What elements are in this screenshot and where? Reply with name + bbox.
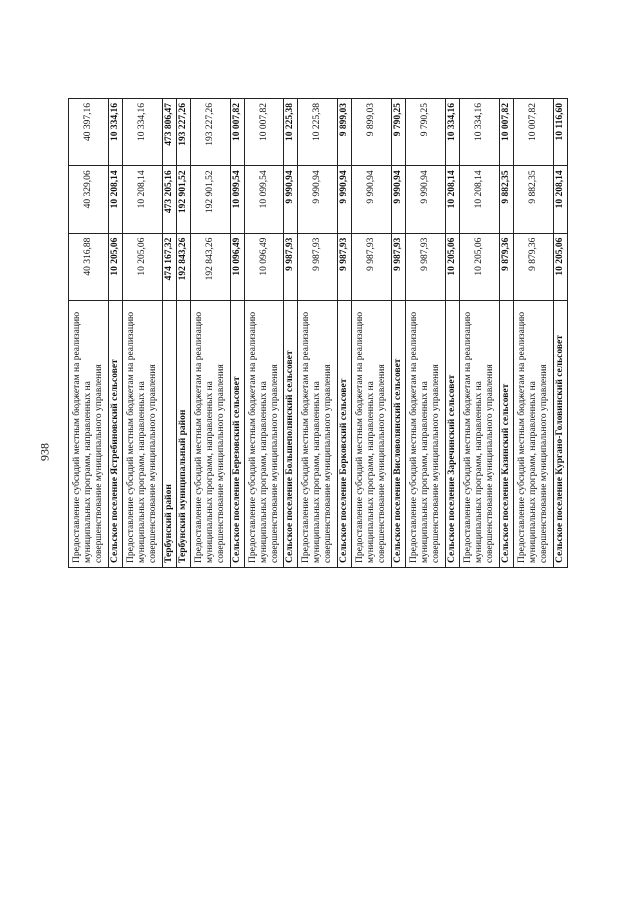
value-col-1: 9 879,36 xyxy=(513,233,553,300)
table-row xyxy=(122,99,162,568)
row-description: Сельское поселение Березовский сельсовет xyxy=(230,301,244,568)
table-row xyxy=(230,99,244,568)
rotated-table-container xyxy=(68,98,568,568)
table-row xyxy=(352,99,392,568)
value-col-1: 10 205,06 xyxy=(122,233,162,300)
value-col-1: 9 987,93 xyxy=(338,233,352,300)
table-row xyxy=(392,99,406,568)
value-col-1: 9 987,93 xyxy=(284,233,298,300)
value-col-3: 10 334,16 xyxy=(108,99,122,166)
value-col-1: 192 843,26 xyxy=(190,233,230,300)
page-number: 938 xyxy=(37,443,52,461)
value-col-1: 192 843,26 xyxy=(176,233,190,300)
value-col-3: 193 227,26 xyxy=(176,99,190,166)
value-col-3: 193 227,26 xyxy=(190,99,230,166)
row-description: Предоставление субсидий местным бюджетам на реализацию муниципальных программ, направленных на совершенствование муниципального управления xyxy=(69,301,109,568)
value-col-3: 10 225,38 xyxy=(298,99,338,166)
value-col-2: 9 990,94 xyxy=(338,166,352,233)
table-row xyxy=(406,99,446,568)
table-row xyxy=(244,99,284,568)
table-row xyxy=(338,99,352,568)
table-row xyxy=(499,99,513,568)
value-col-3: 10 225,38 xyxy=(284,99,298,166)
value-col-1: 9 879,36 xyxy=(499,233,513,300)
row-description: Сельское поселение Большеполянский сельсовет xyxy=(284,301,298,568)
row-description: Предоставление субсидий местным бюджетам на реализацию муниципальных программ, направленных на совершенствование муниципального управления xyxy=(122,301,162,568)
value-col-3: 9 899,03 xyxy=(338,99,352,166)
value-col-2: 10 208,14 xyxy=(446,166,460,233)
value-col-3: 10 334,16 xyxy=(460,99,500,166)
budget-table xyxy=(68,98,568,568)
row-description: Предоставление субсидий местным бюджетам на реализацию муниципальных программ, направленных на совершенствование муниципального управления xyxy=(190,301,230,568)
value-col-2: 10 208,14 xyxy=(553,166,567,233)
row-description: Сельское поселение Ястребиновский сельсовет xyxy=(108,301,122,568)
value-col-1: 10 096,49 xyxy=(244,233,284,300)
value-col-2: 192 901,52 xyxy=(176,166,190,233)
value-col-2: 40 329,06 xyxy=(69,166,109,233)
table-row xyxy=(553,99,567,568)
value-col-3: 10 334,16 xyxy=(122,99,162,166)
value-col-1: 9 987,93 xyxy=(352,233,392,300)
value-col-2: 9 990,94 xyxy=(392,166,406,233)
value-col-1: 10 205,06 xyxy=(553,233,567,300)
row-description: Предоставление субсидий местным бюджетам на реализацию муниципальных программ, направленных на совершенствование муниципального управления xyxy=(406,301,446,568)
value-col-1: 10 205,06 xyxy=(108,233,122,300)
table-row xyxy=(513,99,553,568)
value-col-3: 9 899,03 xyxy=(352,99,392,166)
value-col-2: 9 990,94 xyxy=(298,166,338,233)
value-col-2: 473 205,16 xyxy=(162,166,176,233)
value-col-2: 10 208,14 xyxy=(460,166,500,233)
row-description: Сельское поселение Висловолянский сельсовет xyxy=(392,301,406,568)
value-col-2: 9 882,35 xyxy=(513,166,553,233)
value-col-3: 9 790,25 xyxy=(406,99,446,166)
value-col-2: 192 901,52 xyxy=(190,166,230,233)
table-body xyxy=(69,99,568,568)
value-col-1: 9 987,93 xyxy=(298,233,338,300)
value-col-3: 9 790,25 xyxy=(392,99,406,166)
value-col-3: 10 007,82 xyxy=(513,99,553,166)
value-col-1: 10 096,49 xyxy=(230,233,244,300)
row-description: Предоставление субсидий местным бюджетам на реализацию муниципальных программ, направленных на совершенствование муниципального управления xyxy=(298,301,338,568)
value-col-3: 10 116,60 xyxy=(553,99,567,166)
value-col-3: 10 007,82 xyxy=(230,99,244,166)
value-col-3: 10 007,82 xyxy=(499,99,513,166)
value-col-2: 9 990,94 xyxy=(352,166,392,233)
row-description: Сельское поселение Борковский сельсовет xyxy=(338,301,352,568)
value-col-2: 10 208,14 xyxy=(108,166,122,233)
value-col-3: 40 397,16 xyxy=(69,99,109,166)
table-row xyxy=(284,99,298,568)
table-row xyxy=(446,99,460,568)
row-description: Предоставление субсидий местным бюджетам на реализацию муниципальных программ, направленных на совершенствование муниципального управления xyxy=(352,301,392,568)
table-row xyxy=(108,99,122,568)
row-description: Сельское поселение Кургано-Головинский сельсовет xyxy=(553,301,567,568)
table-row xyxy=(190,99,230,568)
row-description: Тербунский муниципальный район xyxy=(176,301,190,568)
row-description: Предоставление субсидий местным бюджетам на реализацию муниципальных программ, направленных на совершенствование муниципального управления xyxy=(460,301,500,568)
value-col-2: 9 990,94 xyxy=(406,166,446,233)
row-description: Сельское поселение Заречинский сельсовет xyxy=(446,301,460,568)
table-row xyxy=(69,99,109,568)
value-col-1: 474 167,32 xyxy=(162,233,176,300)
value-col-2: 10 099,54 xyxy=(230,166,244,233)
value-col-1: 9 987,93 xyxy=(406,233,446,300)
value-col-2: 10 208,14 xyxy=(122,166,162,233)
value-col-1: 10 205,06 xyxy=(446,233,460,300)
value-col-3: 10 007,82 xyxy=(244,99,284,166)
table-row xyxy=(176,99,190,568)
value-col-3: 10 334,16 xyxy=(446,99,460,166)
value-col-2: 9 882,35 xyxy=(499,166,513,233)
value-col-1: 10 205,06 xyxy=(460,233,500,300)
row-description: Тербунский район xyxy=(162,301,176,568)
value-col-2: 10 099,54 xyxy=(244,166,284,233)
value-col-3: 473 806,47 xyxy=(162,99,176,166)
table-row xyxy=(460,99,500,568)
value-col-1: 40 316,88 xyxy=(69,233,109,300)
value-col-1: 9 987,93 xyxy=(392,233,406,300)
value-col-2: 9 990,94 xyxy=(284,166,298,233)
row-description: Предоставление субсидий местным бюджетам на реализацию муниципальных программ, направленных на совершенствование муниципального управления xyxy=(244,301,284,568)
table-row xyxy=(162,99,176,568)
row-description: Предоставление субсидий местным бюджетам на реализацию муниципальных программ, направленных на совершенствование муниципального управления xyxy=(513,301,553,568)
row-description: Сельское поселение Казинский сельсовет xyxy=(499,301,513,568)
table-row xyxy=(298,99,338,568)
